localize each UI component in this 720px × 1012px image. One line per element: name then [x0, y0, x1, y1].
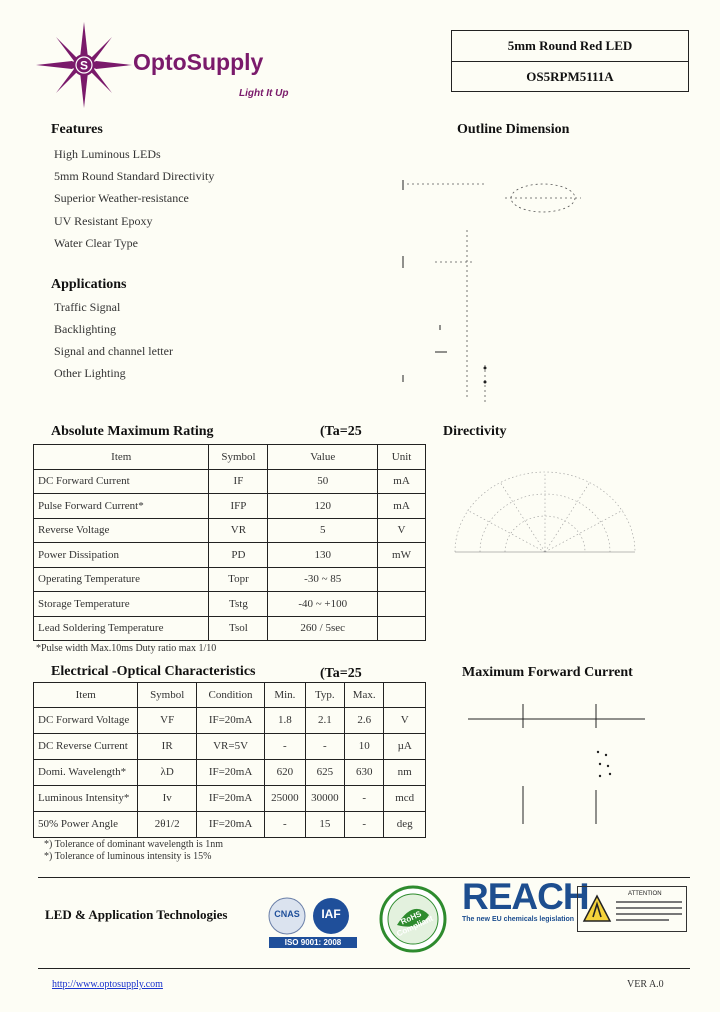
cell-min: 1.8 — [265, 707, 305, 733]
cell-symbol: Tsol — [209, 616, 268, 641]
cell-item: Luminous Intensity* — [34, 785, 138, 811]
cell-item: DC Reverse Current — [34, 733, 138, 759]
application-item: Traffic Signal — [54, 300, 121, 314]
cell-min: 620 — [265, 759, 305, 785]
cert-badges — [263, 896, 360, 948]
cell-max: 630 — [345, 759, 384, 785]
cell-item: 50% Power Angle — [34, 811, 138, 837]
cell-typ: 2.1 — [305, 707, 344, 733]
column-header: Unit — [378, 445, 426, 470]
cell-value: 120 — [268, 494, 378, 519]
table-row — [34, 469, 426, 494]
table-row — [34, 494, 426, 519]
features-title: Features — [51, 122, 103, 137]
eo-table — [33, 682, 426, 838]
cell-condition: IF=20mA — [196, 811, 264, 837]
abs-max-condition: (Ta=25 — [320, 424, 362, 439]
cell-typ: 30000 — [305, 785, 344, 811]
table-row — [34, 733, 426, 759]
version-label: VER A.0 — [627, 979, 664, 990]
cell-value: 5 — [268, 518, 378, 543]
rohs-label: RoHS Compliant — [395, 909, 435, 939]
table-row — [34, 543, 426, 568]
cell-unit — [378, 592, 426, 617]
cell-unit: mA — [378, 469, 426, 494]
feature-item: UV Resistant Epoxy — [54, 214, 153, 228]
table-row — [34, 616, 426, 641]
outline-title: Outline Dimension — [457, 122, 570, 137]
cell-min: - — [265, 733, 305, 759]
cell-symbol: PD — [209, 543, 268, 568]
cell-item: Reverse Voltage — [34, 518, 209, 543]
application-item: Backlighting — [54, 322, 116, 336]
cell-symbol: VR — [209, 518, 268, 543]
cell-value: 130 — [268, 543, 378, 568]
attention-lines — [616, 901, 682, 921]
max-forward-current-graph — [460, 700, 650, 830]
eo-note: *) Tolerance of dominant wavelength is 1nm — [44, 839, 224, 850]
iso-badge: ISO 9001: 2008 — [269, 937, 357, 948]
brand-tagline: Light It Up — [239, 88, 289, 99]
footer-divider — [38, 877, 690, 878]
attention-label: ATTENTION — [628, 891, 662, 897]
cell-item: Domi. Wavelength* — [34, 759, 138, 785]
table-row — [34, 811, 426, 837]
reach-logo — [462, 876, 589, 930]
cell-symbol: Iv — [138, 785, 197, 811]
max-forward-current-title: Maximum Forward Current — [462, 665, 633, 680]
cell-item: Pulse Forward Current* — [34, 494, 209, 519]
header-box — [451, 30, 689, 92]
cell-unit: mW — [378, 543, 426, 568]
application-item: Other Lighting — [54, 366, 126, 380]
cell-unit: V — [384, 707, 426, 733]
cell-symbol: VF — [138, 707, 197, 733]
feature-item: 5mm Round Standard Directivity — [54, 169, 215, 183]
cell-unit: V — [378, 518, 426, 543]
cell-min: 25000 — [265, 785, 305, 811]
cell-value: 260 / 5sec — [268, 616, 378, 641]
feature-item: Water Clear Type — [54, 236, 138, 250]
table-header-row — [34, 445, 426, 470]
cell-symbol: IFP — [209, 494, 268, 519]
cell-unit: nm — [384, 759, 426, 785]
feature-item: High Luminous LEDs — [54, 147, 161, 161]
iaf-badge: IAF — [321, 907, 341, 921]
cell-value: -30 ~ 85 — [268, 567, 378, 592]
cell-item: DC Forward Voltage — [34, 707, 138, 733]
cell-symbol: Tstg — [209, 592, 268, 617]
feature-item: Superior Weather-resistance — [54, 191, 189, 205]
cell-symbol: IF — [209, 469, 268, 494]
cell-symbol: 2θ1/2 — [138, 811, 197, 837]
cell-max: 2.6 — [345, 707, 384, 733]
column-header: Max. — [345, 683, 384, 708]
cell-typ: - — [305, 733, 344, 759]
table-row — [34, 785, 426, 811]
cell-item: Lead Soldering Temperature — [34, 616, 209, 641]
esd-warning-icon — [582, 894, 612, 924]
column-header: Min. — [265, 683, 305, 708]
website-link[interactable]: http://www.optosupply.com — [52, 979, 163, 990]
cell-value: -40 ~ +100 — [268, 592, 378, 617]
reach-title: REACH — [462, 876, 589, 917]
application-item: Signal and channel letter — [54, 344, 173, 358]
cell-item: Storage Temperature — [34, 592, 209, 617]
svg-text:S: S — [79, 58, 89, 73]
cell-item: Operating Temperature — [34, 567, 209, 592]
cell-condition: VR=5V — [196, 733, 264, 759]
table-row — [34, 567, 426, 592]
cell-max: - — [345, 811, 384, 837]
eo-condition: (Ta=25 — [320, 666, 362, 681]
column-header: Item — [34, 445, 209, 470]
rohs-badge — [379, 885, 447, 953]
cell-unit: deg — [384, 811, 426, 837]
footer-company: LED & Application Technologies — [45, 907, 228, 922]
column-header: Condition — [196, 683, 264, 708]
cell-min: - — [265, 811, 305, 837]
cell-max: 10 — [345, 733, 384, 759]
cell-unit: mcd — [384, 785, 426, 811]
table-header-row — [34, 683, 426, 708]
product-title: 5mm Round Red LED — [507, 38, 633, 53]
cell-unit: µA — [384, 733, 426, 759]
directivity-diagram — [450, 470, 640, 560]
directivity-title: Directivity — [443, 424, 507, 439]
table-row — [34, 592, 426, 617]
cell-condition: IF=20mA — [196, 707, 264, 733]
column-header: Value — [268, 445, 378, 470]
cell-typ: 15 — [305, 811, 344, 837]
applications-title: Applications — [51, 277, 127, 292]
abs-max-note: *Pulse width Max.10ms Duty ratio max 1/10 — [36, 643, 217, 654]
cell-item: DC Forward Current — [34, 469, 209, 494]
brand-name: OptoSupply — [133, 49, 264, 75]
table-row — [34, 518, 426, 543]
column-header: Typ. — [305, 683, 344, 708]
eo-title: Electrical -Optical Characteristics — [51, 664, 256, 679]
cell-typ: 625 — [305, 759, 344, 785]
cnas-badge: CNAS — [274, 909, 300, 919]
abs-max-title: Absolute Maximum Rating — [51, 424, 214, 439]
logo — [34, 20, 304, 110]
column-header: Symbol — [209, 445, 268, 470]
cell-value: 50 — [268, 469, 378, 494]
cell-unit: mA — [378, 494, 426, 519]
cell-max: - — [345, 785, 384, 811]
cell-unit — [378, 616, 426, 641]
eo-note: *) Tolerance of luminous intensity is 15% — [44, 851, 212, 862]
cell-item: Power Dissipation — [34, 543, 209, 568]
abs-max-table — [33, 444, 426, 641]
cell-unit — [378, 567, 426, 592]
table-row — [34, 707, 426, 733]
cell-condition: IF=20mA — [196, 785, 264, 811]
esd-attention-box — [577, 886, 687, 932]
outline-drawing — [395, 150, 595, 420]
part-number: OS5RPM5111A — [452, 61, 688, 92]
cell-symbol: IR — [138, 733, 197, 759]
bottom-divider — [38, 968, 690, 969]
cell-symbol: λD — [138, 759, 197, 785]
table-row — [34, 759, 426, 785]
reach-subtitle: The new EU chemicals legislation — [462, 916, 575, 923]
column-header — [384, 683, 426, 708]
cell-symbol: Topr — [209, 567, 268, 592]
star-logo-icon — [34, 20, 134, 110]
column-header: Item — [34, 683, 138, 708]
cell-condition: IF=20mA — [196, 759, 264, 785]
column-header: Symbol — [138, 683, 197, 708]
